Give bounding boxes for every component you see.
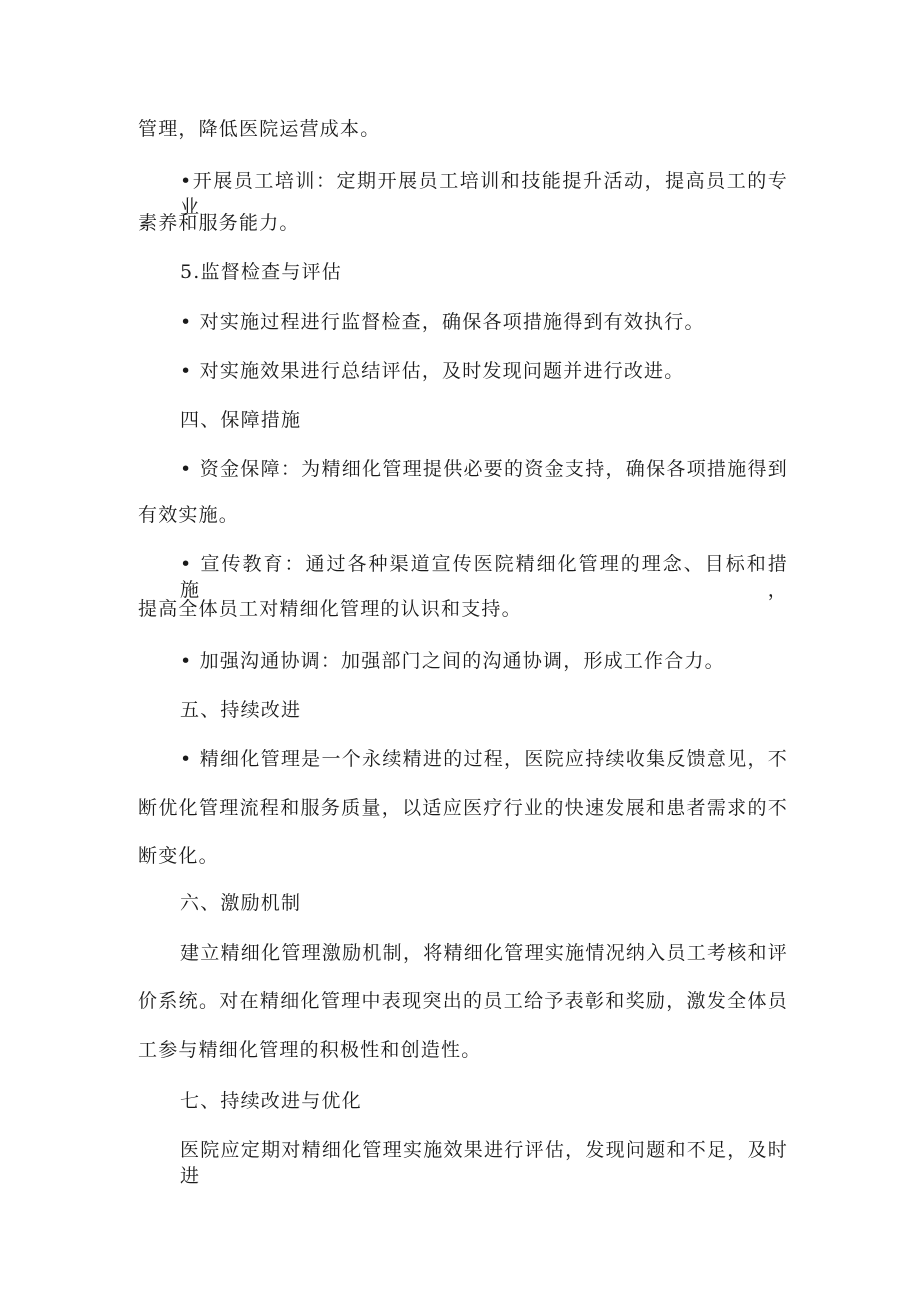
bullet-line: • 精细化管理是一个永续精进的过程，医院应持续收集反馈意见，不 bbox=[180, 748, 788, 770]
section-heading: 六、激励机制 bbox=[180, 892, 302, 914]
bullet-line: • 宣传教育：通过各种渠道宣传医院精细化管理的理念、目标和措施， bbox=[180, 553, 788, 601]
paragraph-line: 建立精细化管理激励机制，将精细化管理实施情况纳入员工考核和评 bbox=[180, 942, 788, 964]
section-heading: 5.监督检查与评估 bbox=[180, 261, 342, 283]
bullet-line: • 资金保障：为精细化管理提供必要的资金支持，确保各项措施得到 bbox=[180, 458, 788, 480]
paragraph-line: 素养和服务能力。 bbox=[138, 212, 300, 234]
paragraph-line: 有效实施。 bbox=[138, 504, 240, 526]
paragraph-line: 提高全体员工对精细化管理的认识和支持。 bbox=[138, 598, 522, 620]
section-heading: 四、保障措施 bbox=[180, 409, 302, 431]
paragraph-line: 断变化。 bbox=[138, 845, 219, 867]
paragraph-line: 价系统。对在精细化管理中表现突出的员工给予表彰和奖励，激发全体员 bbox=[138, 990, 788, 1012]
bullet-line: •开展员工培训：定期开展员工培训和技能提升活动，提高员工的专业 bbox=[180, 170, 788, 218]
bullet-line: • 加强沟通协调：加强部门之间的沟通协调，形成工作合力。 bbox=[180, 650, 725, 672]
section-heading: 七、持续改进与优化 bbox=[180, 1090, 362, 1112]
paragraph-line: 医院应定期对精细化管理实施效果进行评估，发现问题和不足，及时进 bbox=[180, 1139, 788, 1187]
bullet-line: • 对实施过程进行监督检查，确保各项措施得到有效执行。 bbox=[180, 311, 705, 333]
bullet-line: • 对实施效果进行总结评估，及时发现问题并进行改进。 bbox=[180, 360, 685, 382]
paragraph-line: 工参与精细化管理的积极性和创造性。 bbox=[138, 1039, 482, 1061]
section-heading: 五、持续改进 bbox=[180, 699, 302, 721]
paragraph-line: 管理，降低医院运营成本。 bbox=[138, 118, 381, 140]
paragraph-line: 断优化管理流程和服务质量，以适应医疗行业的快速发展和患者需求的不 bbox=[138, 797, 788, 819]
